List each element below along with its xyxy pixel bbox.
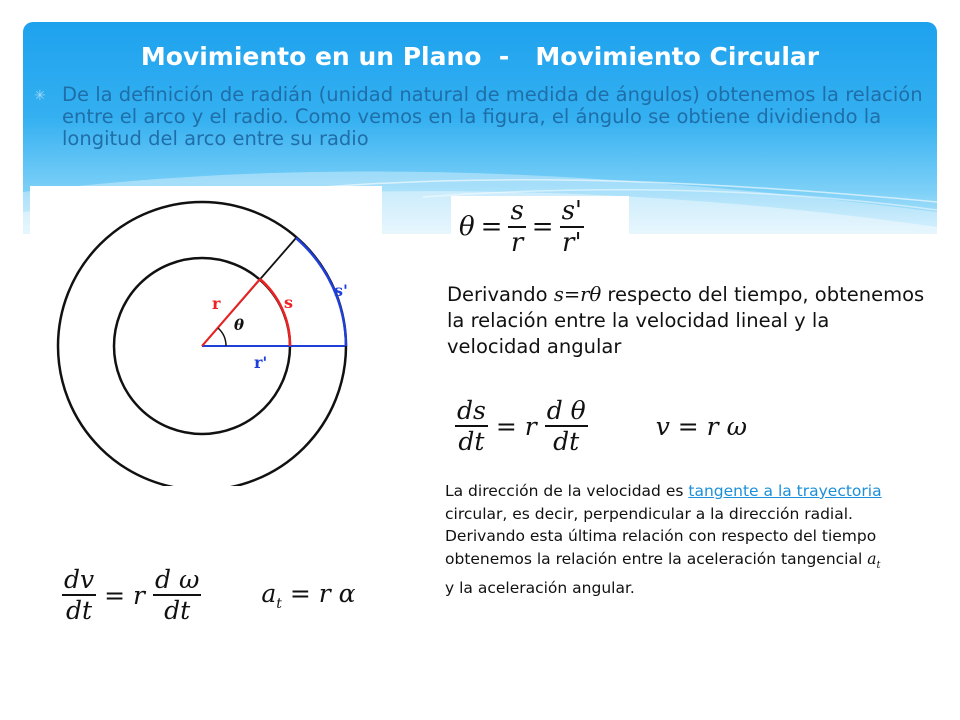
direction-pre: La dirección de la velocidad es: [445, 482, 689, 500]
accel-num2: d ω: [155, 565, 200, 594]
derivation-pre: Derivando: [447, 283, 554, 306]
label-s-prime: s': [334, 281, 348, 300]
inner-radius-line: [202, 279, 260, 346]
direction-paragraph: [445, 480, 885, 600]
velocity-num2: d θ: [546, 396, 586, 425]
radian-formula: [451, 196, 629, 258]
accel-eq: = r: [104, 580, 145, 610]
label-r: r: [212, 294, 221, 313]
accel-num1: dv: [64, 565, 95, 594]
derivation-paragraph: [447, 282, 927, 360]
intro-paragraph: De la definición de radián (unidad natural de medida de ángulos) obtenemos la relación entre el arco y el radio. Como vemos en la figura, el ángulo se obtiene dividiendo la longitud del arco entre su radio: [62, 83, 923, 150]
radian-num2: s': [561, 196, 583, 226]
bullet-icon: ✳: [34, 88, 46, 104]
radian-theta: θ: [459, 212, 475, 242]
accel-den2: dt: [164, 596, 191, 625]
accel-simple-a: a: [261, 578, 277, 608]
label-s: s: [284, 293, 294, 312]
velocity-simple: v = r ω: [655, 411, 747, 441]
accel-simple-rest: = r α: [281, 578, 356, 608]
derivation-post: respecto del tiempo, obtenemos la relación entre la velocidad lineal y la velocidad angular: [447, 283, 925, 358]
inner-arc: [260, 279, 290, 346]
accel-simple: [261, 579, 355, 612]
accel-den1: dt: [66, 596, 93, 625]
velocity-den2: dt: [553, 427, 580, 456]
velocity-den1: dt: [458, 427, 485, 456]
circle-figure: [30, 186, 382, 486]
radian-den1: r: [510, 228, 524, 258]
derivation-expression: s=rθ: [553, 283, 602, 306]
slide-title: Movimiento en un Plano - Movimiento Circular: [140, 42, 820, 71]
angle-arc: [218, 328, 226, 346]
velocity-frac2: [545, 396, 588, 456]
circle-diagram: [30, 186, 382, 486]
velocity-num1: ds: [457, 396, 486, 425]
accel-frac2: [153, 565, 201, 625]
accel-symbol: a: [867, 549, 877, 568]
acceleration-formula: [62, 552, 372, 638]
direction-post: y la aceleración angular.: [445, 579, 635, 598]
radian-den2: r': [562, 228, 582, 258]
radian-frac1: [508, 196, 525, 258]
tangent-link[interactable]: tangente a la trayectoria: [688, 482, 882, 500]
radian-eq1: =: [480, 212, 503, 242]
accel-frac1: [62, 565, 96, 625]
radian-num1: s: [510, 196, 524, 226]
label-r-prime: r': [254, 353, 268, 372]
accel-subscript: t: [876, 559, 881, 571]
radian-eq2: =: [531, 212, 554, 242]
label-theta: θ: [234, 316, 245, 334]
direction-mid: circular, es decir, perpendicular a la dirección radial. Derivando esta última relación con respecto del tiempo obtenemos la relación entre la aceleración tangencial: [445, 504, 877, 568]
radian-frac2: [560, 196, 585, 258]
velocity-frac1: [455, 396, 488, 456]
velocity-formula: [455, 384, 755, 468]
velocity-eq: = r: [495, 411, 537, 441]
accel-simple-sub: t: [276, 595, 282, 612]
